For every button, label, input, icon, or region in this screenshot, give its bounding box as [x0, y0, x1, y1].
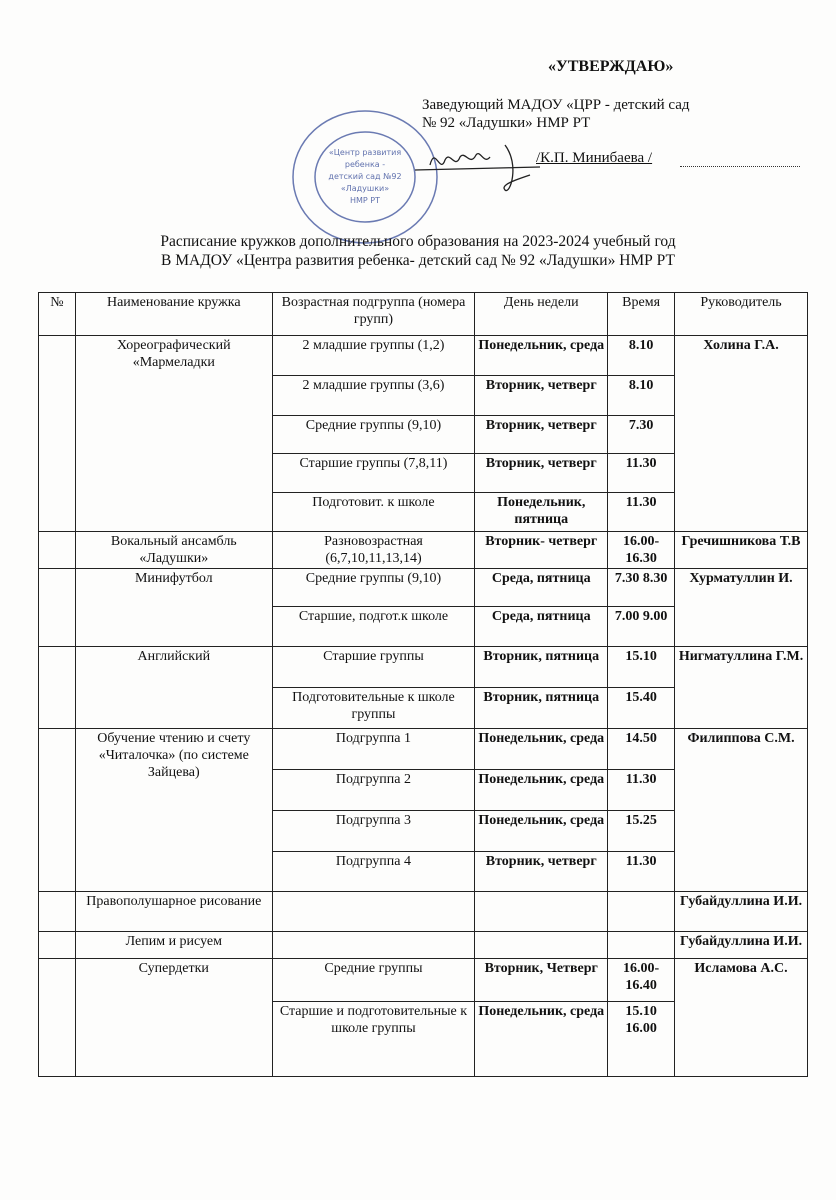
age-group-cell: Средние группы [272, 959, 475, 1002]
weekday-cell: Понедельник, пятница [475, 493, 608, 532]
age-group-cell: Старшие группы [272, 647, 475, 688]
column-header: День недели [475, 293, 608, 336]
signer-name: /К.П. Минибаева / [536, 150, 653, 166]
age-group-cell: Старшие группы (7,8,11) [272, 454, 475, 493]
time-cell: 15.10 16.00 [608, 1002, 675, 1077]
weekday-cell: Среда, пятница [475, 607, 608, 647]
age-group-cell: 2 младшие группы (3,6) [272, 376, 475, 416]
weekday-cell: Понедельник, среда [475, 1002, 608, 1077]
weekday-cell: Вторник, четверг [475, 416, 608, 454]
time-cell [608, 932, 675, 959]
age-group-cell: Подгруппа 1 [272, 729, 475, 770]
weekday-cell: Вторник- четверг [475, 532, 608, 569]
weekday-cell [475, 892, 608, 932]
age-group-cell: Подгруппа 4 [272, 852, 475, 892]
approver-position [422, 96, 690, 132]
time-cell: 16.00- 16.30 [608, 532, 675, 569]
row-number-cell [39, 892, 76, 932]
age-group-cell: Подгруппа 2 [272, 770, 475, 811]
table-row [39, 959, 808, 1002]
time-cell: 7.00 9.00 [608, 607, 675, 647]
table-row [39, 569, 808, 607]
signature-icon [410, 135, 540, 205]
weekday-cell: Вторник, четверг [475, 376, 608, 416]
leader-cell: Хурматуллин И. [675, 569, 808, 647]
weekday-cell [475, 932, 608, 959]
column-header: № [39, 293, 76, 336]
approver-position-line2: № 92 «Ладушки» НМР РТ [422, 115, 591, 131]
age-group-cell [272, 932, 475, 959]
age-group-cell: Подготовительные к школе группы [272, 688, 475, 729]
time-cell: 11.30 [608, 454, 675, 493]
weekday-cell: Понедельник, среда [475, 770, 608, 811]
svg-text:НМР РТ: НМР РТ [350, 196, 380, 205]
weekday-cell: Вторник, четверг [475, 852, 608, 892]
leader-cell: Гречишникова Т.В [675, 532, 808, 569]
time-cell: 11.30 [608, 852, 675, 892]
club-name-cell: Английский [75, 647, 272, 729]
age-group-cell: Старшие и подготовительные к школе группы [272, 1002, 475, 1077]
leader-cell: Нигматуллина Г.М. [675, 647, 808, 729]
age-group-cell: Средние группы (9,10) [272, 416, 475, 454]
club-name-cell: Вокальный ансамбль «Ладушки» [75, 532, 272, 569]
weekday-cell: Вторник, пятница [475, 688, 608, 729]
document-title-line2: В МАДОУ «Центра развития ребенка- детский сад № 92 «Ладушки» НМР РТ [161, 252, 675, 269]
age-group-cell: Подгруппа 3 [272, 811, 475, 852]
row-number-cell [39, 532, 76, 569]
club-name-cell: Обучение чтению и счету «Читалочка» (по системе Зайцева) [75, 729, 272, 892]
time-cell: 7.30 8.30 [608, 569, 675, 607]
time-cell: 15.10 [608, 647, 675, 688]
column-header: Руководитель [675, 293, 808, 336]
column-header: Возрастная подгруппа (номера групп) [272, 293, 475, 336]
table-row [39, 932, 808, 959]
document-title-line1: Расписание кружков дополнительного образования на 2023-2024 учебный год [160, 233, 676, 250]
leader-cell: Губайдуллина И.И. [675, 892, 808, 932]
club-name-cell: Лепим и рисуем [75, 932, 272, 959]
leader-cell: Исламова А.С. [675, 959, 808, 1077]
time-cell: 11.30 [608, 770, 675, 811]
column-header: Время [608, 293, 675, 336]
time-cell: 16.00- 16.40 [608, 959, 675, 1002]
age-group-cell: Старшие, подгот.к школе [272, 607, 475, 647]
time-cell: 7.30 [608, 416, 675, 454]
time-cell: 14.50 [608, 729, 675, 770]
club-name-cell: Правополушарное рисование [75, 892, 272, 932]
club-name-cell: Минифутбол [75, 569, 272, 647]
table-row [39, 892, 808, 932]
weekday-cell: Вторник, пятница [475, 647, 608, 688]
table-row [39, 336, 808, 376]
row-number-cell [39, 729, 76, 892]
approval-title: «УТВЕРЖДАЮ» [548, 58, 674, 75]
row-number-cell [39, 336, 76, 532]
weekday-cell: Среда, пятница [475, 569, 608, 607]
weekday-cell: Понедельник, среда [475, 811, 608, 852]
column-header: Наименование кружка [75, 293, 272, 336]
row-number-cell [39, 569, 76, 647]
age-group-cell: Разновозрастная (6,7,10,11,13,14) [272, 532, 475, 569]
table-header-row [39, 293, 808, 336]
age-group-cell [272, 892, 475, 932]
weekday-cell: Понедельник, среда [475, 336, 608, 376]
row-number-cell [39, 647, 76, 729]
document-title [0, 232, 836, 270]
weekday-cell: Вторник, Четверг [475, 959, 608, 1002]
club-name-cell: Хореографический «Мармеладки [75, 336, 272, 532]
time-cell: 15.25 [608, 811, 675, 852]
time-cell [608, 892, 675, 932]
table-row [39, 647, 808, 688]
age-group-cell: 2 младшие группы (1,2) [272, 336, 475, 376]
signature-line [680, 166, 800, 167]
time-cell: 8.10 [608, 336, 675, 376]
svg-text:ребенка -: ребенка - [344, 160, 386, 169]
row-number-cell [39, 932, 76, 959]
weekday-cell: Вторник, четверг [475, 454, 608, 493]
time-cell: 15.40 [608, 688, 675, 729]
time-cell: 8.10 [608, 376, 675, 416]
svg-text:«Центр развития: «Центр развития [328, 148, 402, 157]
table-row [39, 729, 808, 770]
time-cell: 11.30 [608, 493, 675, 532]
leader-cell: Губайдуллина И.И. [675, 932, 808, 959]
leader-cell: Филиппова С.М. [675, 729, 808, 892]
weekday-cell: Понедельник, среда [475, 729, 608, 770]
svg-text:«Ладушки»: «Ладушки» [340, 184, 390, 193]
age-group-cell: Средние группы (9,10) [272, 569, 475, 607]
club-name-cell: Супердетки [75, 959, 272, 1077]
leader-cell: Холина Г.А. [675, 336, 808, 532]
svg-text:детский сад №92: детский сад №92 [328, 172, 402, 181]
age-group-cell: Подготовит. к школе [272, 493, 475, 532]
approver-position-line1: Заведующий МАДОУ «ЦРР - детский сад [422, 97, 690, 113]
table-row [39, 532, 808, 569]
schedule-table [38, 292, 808, 1077]
row-number-cell [39, 959, 76, 1077]
